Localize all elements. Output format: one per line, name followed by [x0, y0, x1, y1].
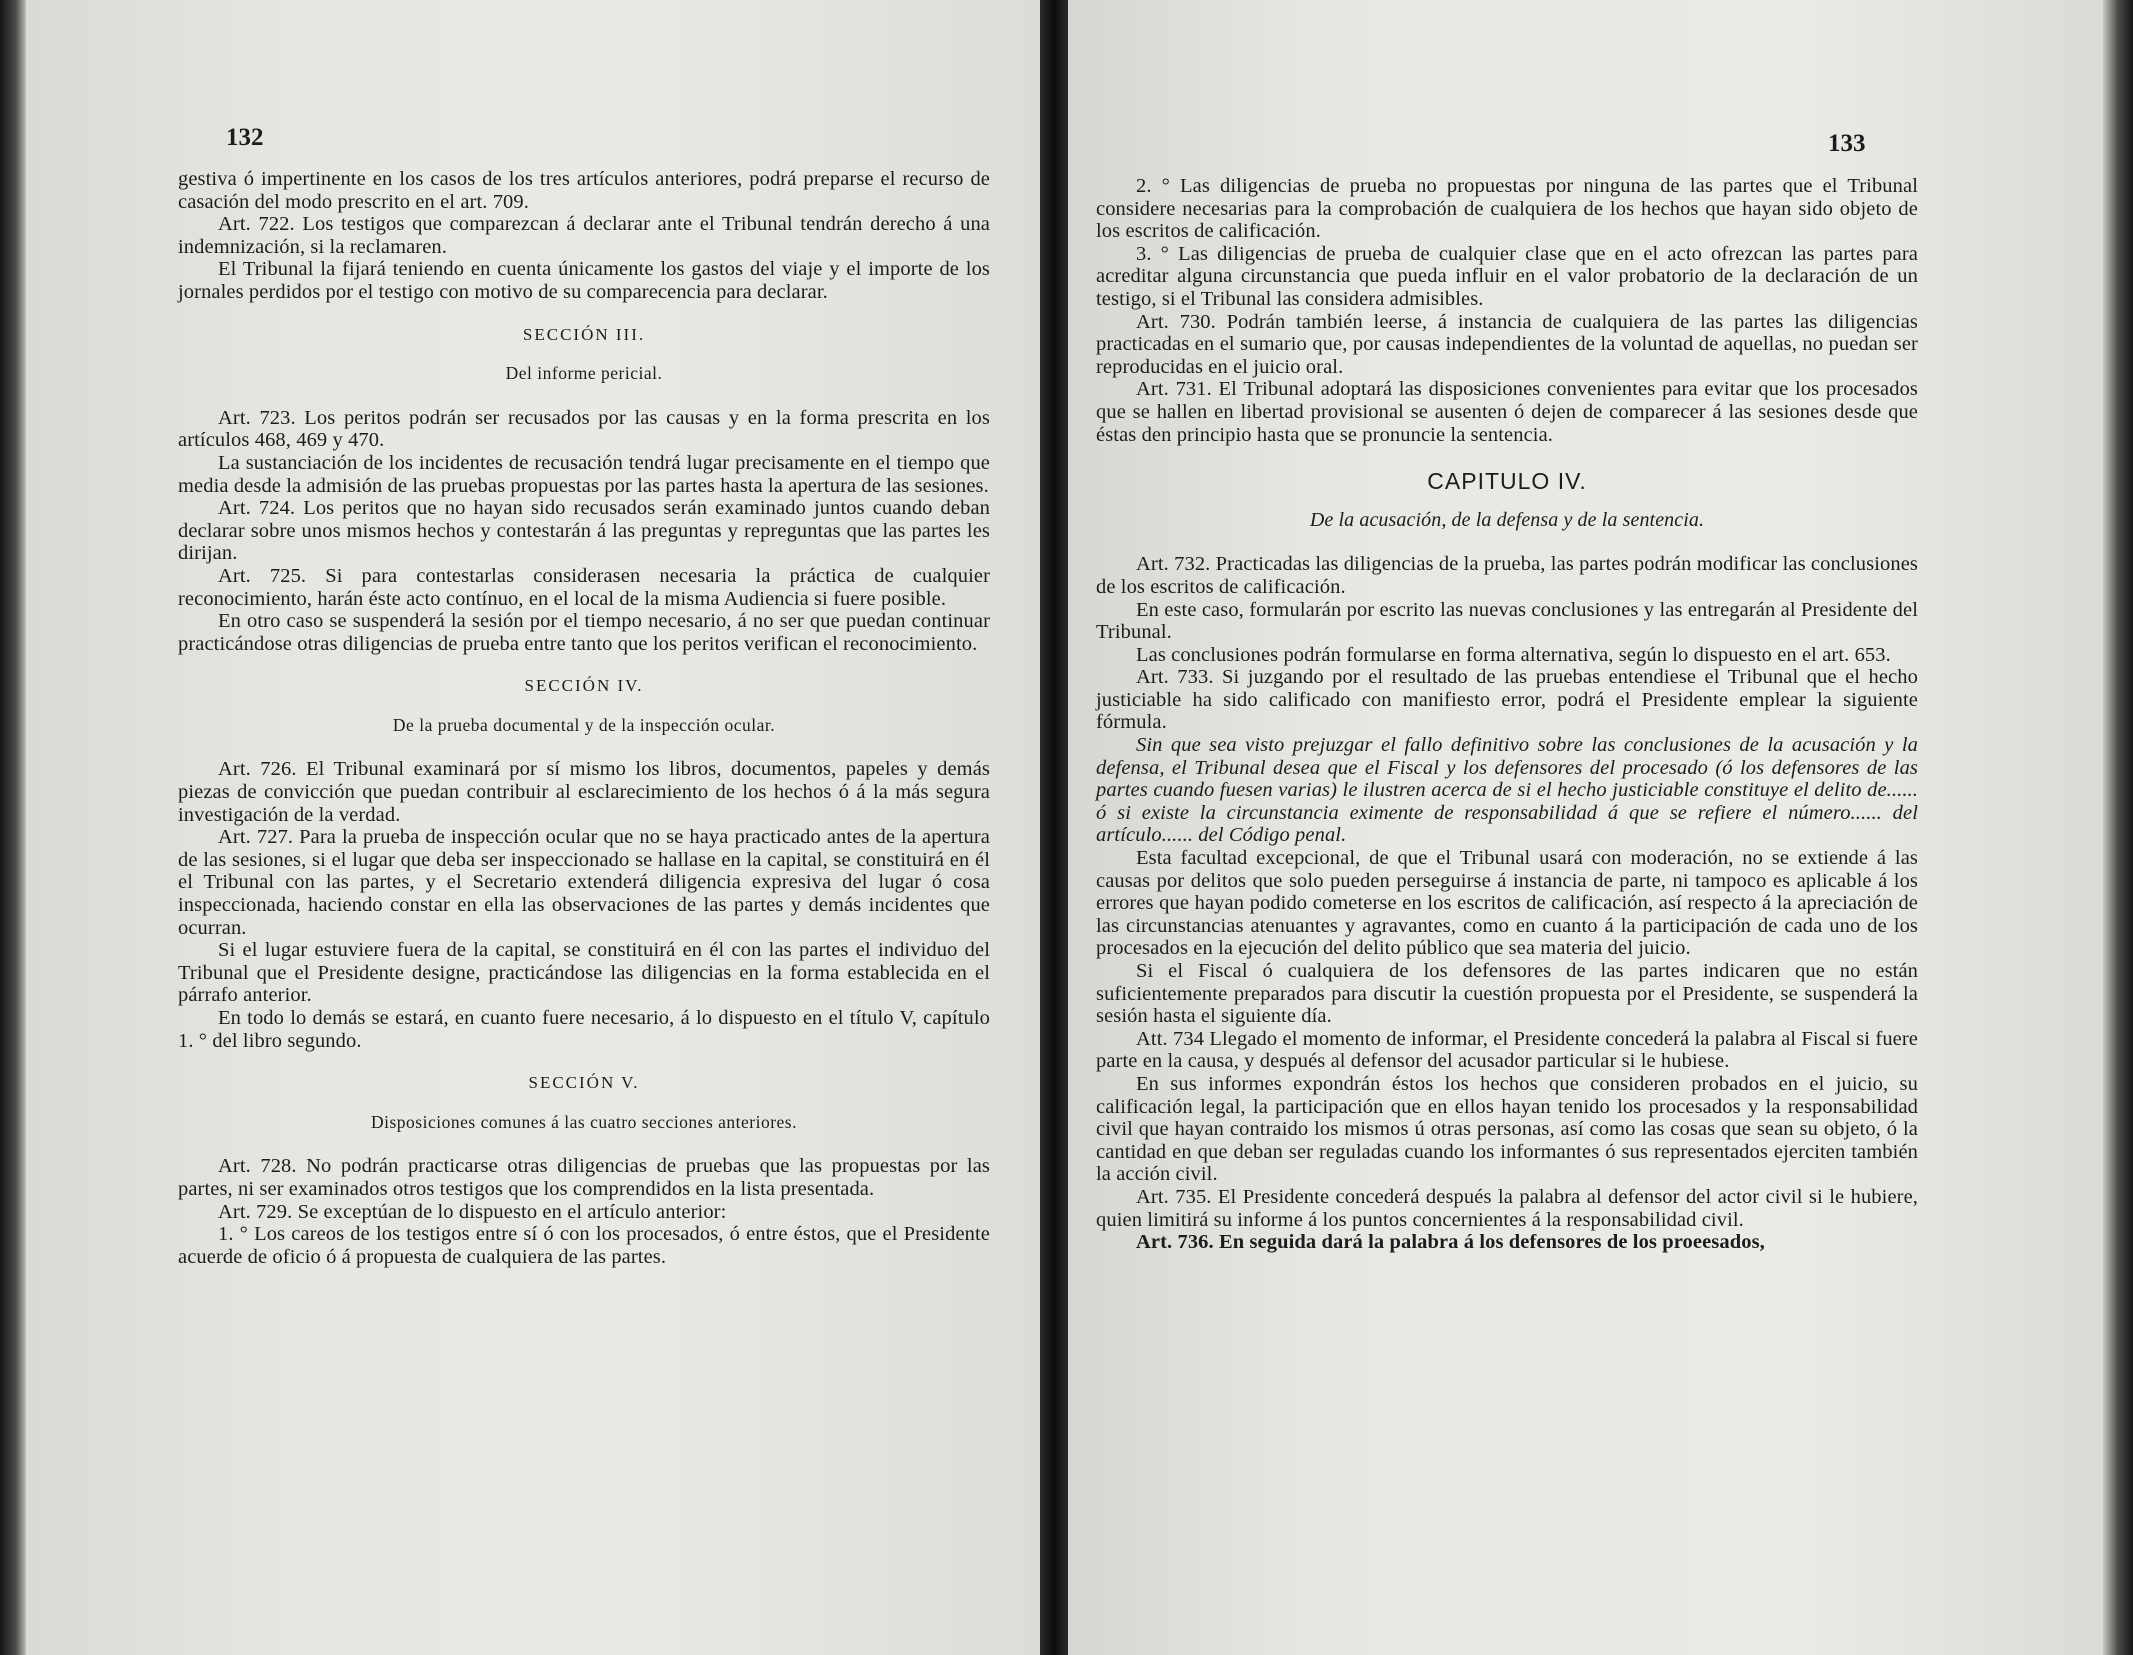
paragraph: Att. 734 Llegado el momento de informar, el Presidente concederá la palabra al Fiscal si fuere parte en la causa, y después al defensor del acusador particular si le hubiese. — [1096, 1027, 1918, 1073]
paragraph: Art. 730. Podrán también leerse, á instancia de cualquiera de las partes las diligencias practicadas en el sumario que, por causas independientes de la voluntad de aquellas, no puedan ser reproducidas en el juicio oral. — [1096, 310, 1918, 378]
chapter-heading: CAPITULO IV. — [1427, 468, 1587, 495]
paragraph: En todo lo demás se estará, en cuanto fuere necesario, á lo dispuesto en el título V, capítulo 1. ° del libro segundo. — [178, 1007, 990, 1052]
paragraph: Art. 725. Si para contestarlas considerasen necesaria la práctica de cualquier reconocimiento, harán éste acto contínuo, en el local de la misma Audiencia si fuere posible. — [178, 564, 990, 610]
section-heading: SECCIÓN IV. — [524, 676, 644, 696]
paragraph: El Tribunal la fijará teniendo en cuenta únicamente los gastos del viaje y el importe de los jornales perdidos por el testigo con motivo de su comparecencia para declarar. — [178, 258, 990, 303]
page-number: 132 — [226, 124, 264, 151]
paragraph: Art. 723. Los peritos podrán ser recusados por las causas y en la forma prescrita en los artículos 468, 469 y 470. — [178, 406, 990, 452]
paragraph: Art. 728. No podrán practicarse otras diligencias de pruebas que las propuestas por las partes, ni ser examinados otros testigos que los comprendidos en la lista presentada. — [178, 1155, 990, 1200]
paragraph: Art. 733. Si juzgando por el resultado de las pruebas entendiese el Tribunal que el hecho justiciable ha sido calificado con manifiesto error, podrá el Presidente emplear la siguiente fórmula. — [1096, 666, 1918, 734]
section-subheading: Disposiciones comunes á las cuatro secciones anteriores. — [371, 1111, 797, 1132]
page-number: 133 — [1828, 130, 1866, 157]
paragraph: Art. 722. Los testigos que comparezcan á declarar ante el Tribunal tendrán derecho á una indemnización, si la reclamaren. — [178, 213, 990, 258]
scan-edge-left — [0, 0, 26, 1655]
paragraph: Esta facultad excepcional, de que el Tribunal usará con moderación, no se extiende á las causas por delitos que solo pueden perseguirse á instancia de parte, ni tampoco es aplicable á los errores que hayan podido cometerse en los escritos de calificación, así respecto á la apreciación de las circunstancias atenuantes y agravantes, como en cuanto á la participación de cada uno de los procesados en la ejecución del delito público que sea materia del juicio. — [1096, 847, 1918, 960]
paragraph: Art. 727. Para la prueba de inspección ocular que no se haya practicado antes de la apertura de las sesiones, si el lugar que deba ser inspeccionado se hallase en la capital, se constituirá en él el Tribunal con las partes, y el Secretario extenderá diligencia expresiva del lugar ó cosa inspeccionada, haciendo constar en ella las observaciones de las partes y demás incidentes que ocurran. — [178, 826, 990, 939]
section-heading: SECCIÓN V. — [528, 1073, 640, 1093]
paragraph: Art. 736. En seguida dará la palabra á los defensores de los proeesados, — [1136, 1231, 1765, 1254]
scan-edge-right — [2103, 0, 2133, 1655]
book-gutter — [1040, 0, 1068, 1655]
paragraph: En este caso, formularán por escrito las nuevas conclusiones y las entregarán al Presidente del Tribunal. — [1096, 598, 1918, 644]
paragraph: En otro caso se suspenderá la sesión por el tiempo necesario, á no ser que puedan continuar practicándose otras diligencias de prueba entre tanto que los peritos verifican el reconocimiento. — [178, 610, 990, 655]
paragraph: gestiva ó impertinente en los casos de los tres artículos anteriores, podrá preparse el recurso de casación del modo prescrito en el art. 709. — [178, 168, 990, 213]
right-page — [1068, 0, 2113, 1655]
section-subheading: De la prueba documental y de la inspección ocular. — [392, 714, 776, 735]
left-page — [0, 0, 1044, 1655]
paragraph: Si el lugar estuviere fuera de la capital, se constituirá en él con las partes el individuo del Tribunal que el Presidente designe, practicándose las diligencias en la forma establecida en el párrafo anterior. — [178, 939, 990, 1007]
paragraph: Art. 726. El Tribunal examinará por sí mismo los libros, documentos, papeles y demás piezas de convicción que puedan contribuir al esclarecimiento de los hechos ó á la más segura investigación de la verdad. — [178, 758, 990, 826]
paragraph: 3. ° Las diligencias de prueba de cualquier clase que en el acto ofrezcan las partes para acreditar alguna circunstancia que pueda influir en el valor probatorio de la declaración de un testigo, si el Tribunal las considera admisibles. — [1096, 242, 1918, 310]
paragraph: Art. 731. El Tribunal adoptará las disposiciones convenientes para evitar que los procesados que se hallen en libertad provisional se ausenten ó dejen de comparecer á las sesiones desde que éstas den principio hasta que se pronuncie la sentencia. — [1096, 378, 1918, 446]
paragraph: En sus informes expondrán éstos los hechos que consideren probados en el juicio, su calificación legal, la participación que en ellos hayan tenido los procesados y la responsabilidad civil que hayan contraido los mismos ú otras personas, así como las cosas que sean su objeto, ó la cantidad en que deban ser reguladas cuando los informantes ó sus representados ejerciten también la acción civil. — [1096, 1072, 1918, 1186]
section-heading: SECCIÓN III. — [522, 324, 646, 344]
paragraph: Art. 732. Practicadas las diligencias de la prueba, las partes podrán modificar las conclusiones de los escritos de calificación. — [1096, 553, 1918, 598]
paragraph: Las conclusiones podrán formularse en forma alternativa, según lo dispuesto en el art. 653. — [1136, 643, 1891, 666]
paragraph: Si el Fiscal ó cualquiera de los defensores de las partes indicaren que no están suficientemente preparados para discutir la cuestión propuesta por el Presidente, se suspenderá la sesión hasta el siguiente día. — [1096, 960, 1918, 1028]
page-text-column — [178, 168, 990, 1268]
page-text-column — [1096, 175, 1918, 1254]
section-subheading: Del informe pericial. — [505, 363, 663, 384]
paragraph: Art. 729. Se exceptúan de lo dispuesto en el artículo anterior: — [218, 1200, 727, 1223]
paragraph: Sin que sea visto prejuzgar el fallo definitivo sobre las conclusiones de la acusación y la defensa, el Tribunal desea que el Fiscal y los defensores del procesado (ó los defensores de las partes cuando fuesen varias) le ilustren acerca de si el hecho justiciable constituye el delito de...... ó si existe la circunstancia eximente de responsabilidad á que se refiere el número...... del artículo...... del Código penal. — [1096, 734, 1918, 847]
paragraph: La sustanciación de los incidentes de recusación tendrá lugar precisamente en el tiempo que media desde la admisión de las pruebas propuestas por las partes hasta la apertura de las sesiones. — [178, 451, 990, 497]
chapter-subheading: De la acusación, de la defensa y de la sentencia. — [1309, 508, 1705, 531]
paragraph: 2. ° Las diligencias de prueba no propuestas por ninguna de las partes que el Tribunal considere necesarias para la comprobación de cualquiera de los hechos que hayan sido objeto de los escritos de calificación. — [1096, 175, 1918, 243]
paragraph: Art. 735. El Presidente concederá después la palabra al defensor del actor civil si le hubiere, quien limitirá su informe á los puntos concernientes á la responsabilidad civil. — [1096, 1185, 1918, 1231]
paragraph: Art. 724. Los peritos que no hayan sido recusados serán examinado juntos cuando deban declarar sobre unos mismos hechos y contestarán á las preguntas y repreguntas que las partes les dirijan. — [178, 497, 990, 565]
paragraph: 1. ° Los careos de los testigos entre sí ó con los procesados, ó entre éstos, que el Presidente acuerde de oficio ó á propuesta de cualquiera de las partes. — [178, 1223, 990, 1268]
